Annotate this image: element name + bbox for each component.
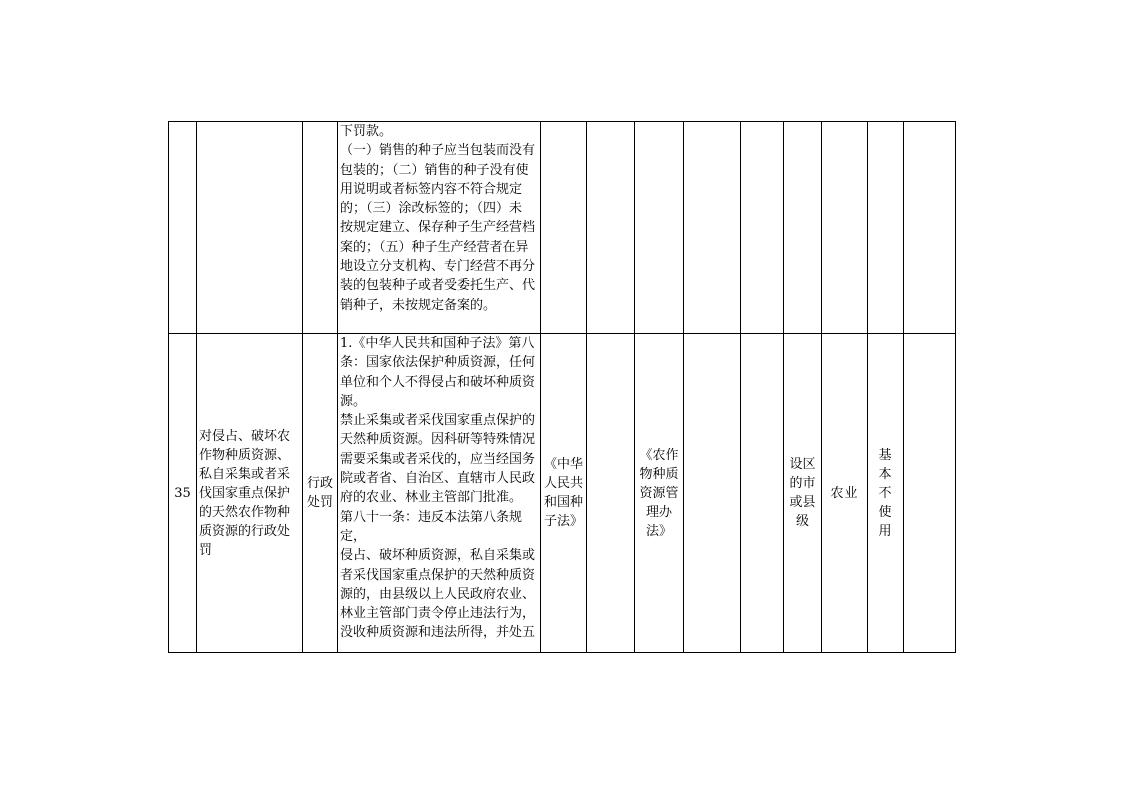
basis-line: 包装的；（二）销售的种子没有使 [340, 162, 529, 178]
empty-cell [741, 334, 784, 653]
basis-line: 1.《中华人民共和国种子法》第八 [340, 336, 535, 351]
empty-cell [904, 122, 956, 334]
table-row [169, 122, 956, 334]
basis-line: 地设立分支机构、专门经营不再分 [340, 259, 536, 275]
empty-cell [587, 334, 635, 653]
basis-line: 源。 [340, 393, 367, 409]
item-name-cell: 对侵占、破坏农作物种质资源、私自采集或者采伐国家重点保护的天然农作物种质资源的行政处罚 [197, 334, 303, 653]
basis-line: 下罚款。 [340, 124, 393, 139]
empty-cell [822, 122, 868, 334]
empty-cell [684, 122, 741, 334]
empty-cell [741, 122, 784, 334]
item-name-cell [197, 122, 303, 334]
category-cell: 行政处罚 [303, 334, 338, 653]
row-number-cell: 35 [169, 334, 197, 653]
empty-cell [587, 122, 635, 334]
basis-line: 的；（三）涂改标签的；（四）未 [340, 201, 523, 217]
table-row [169, 334, 956, 653]
document-table [168, 121, 956, 653]
department-cell: 农业 [822, 334, 868, 653]
empty-cell [784, 122, 822, 334]
basis-line: 需要采集或者采伐的，应当经国务 [340, 451, 536, 467]
basis-line: 侵占、破坏种质资源，私自采集或 [340, 548, 536, 564]
level-cell: 设区的市或县级 [784, 334, 822, 653]
basis-line: 府的农业、林业主管部门批准。 [340, 490, 523, 506]
basis-line: 院或者省、自治区、直辖市人民政 [340, 471, 536, 487]
regulation-cell: 《农作物种质资源管理办法》 [635, 334, 684, 653]
basis-line: 装的包装种子或者受委托生产、代 [340, 278, 536, 294]
usage-cell: 基本不使用 [868, 334, 904, 653]
basis-line: 销种子，未按规定备案的。 [340, 297, 497, 313]
basis-line: 源的，由县级以上人民政府农业、 [340, 586, 536, 602]
basis-line: 者采伐国家重点保护的天然种质资 [340, 567, 536, 583]
basis-line: 条：国家依法保护种质资源，任何 [340, 355, 536, 371]
basis-line: 第八十一条：违反本法第八条规定， [340, 509, 523, 544]
basis-line: 天然种质资源。因科研等特殊情况 [340, 432, 536, 448]
basis-line: 禁止采集或者采伐国家重点保护的 [340, 413, 536, 429]
law-cell: 《中华人民共和国种子法》 [541, 334, 587, 653]
basis-line: 按规定建立、保存种子生产经营档 [340, 220, 536, 236]
empty-cell [541, 122, 587, 334]
empty-cell [635, 122, 684, 334]
row-number-cell [169, 122, 197, 334]
category-cell [303, 122, 338, 334]
legal-basis-cell [338, 122, 541, 334]
basis-line: 案的；（五）种子生产经营者在异 [340, 239, 529, 255]
empty-cell [904, 334, 956, 653]
empty-cell [868, 122, 904, 334]
basis-line: （一）销售的种子应当包装而没有 [340, 143, 536, 159]
empty-cell [684, 334, 741, 653]
basis-line: 用说明或者标签内容不符合规定 [340, 181, 523, 197]
basis-line: 林业主管部门责令停止违法行为， [340, 606, 536, 622]
basis-line: 单位和个人不得侵占和破坏种质资 [340, 374, 536, 390]
basis-line: 没收种质资源和违法所得，并处五 [340, 625, 536, 641]
legal-basis-cell [338, 334, 541, 653]
